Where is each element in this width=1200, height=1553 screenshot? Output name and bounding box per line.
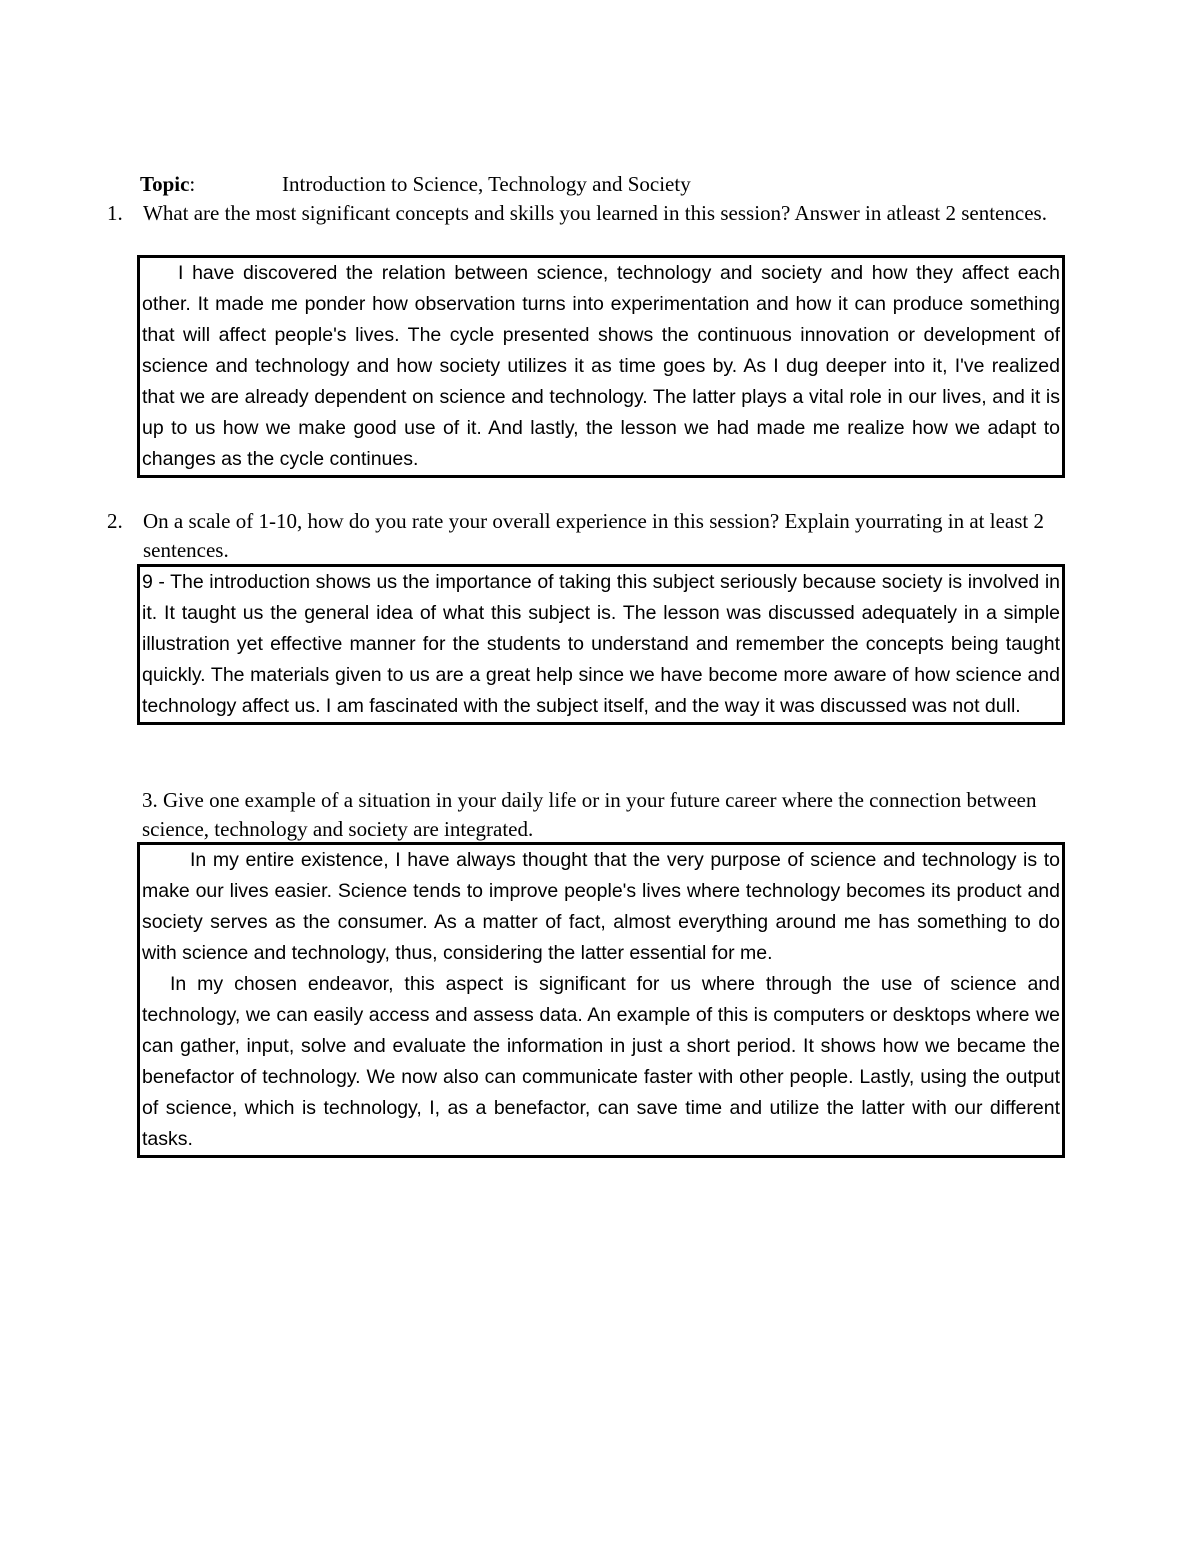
- question-text: What are the most significant concepts and skills you learned in this session? Answer in atleast 2 sentences.: [143, 201, 1047, 225]
- question-text: 3. Give one example of a situation in your daily life or in your future career where the connection between science, technology and society are integrated.: [142, 788, 1037, 841]
- topic-line: [140, 170, 1060, 199]
- topic-label: Topic:: [140, 172, 196, 196]
- answer-paragraph: 9 - The introduction shows us the importance of taking this subject seriously because society is involved in it. It taught us the general idea of what this subject is. The lesson was discussed adequately in a simple illustration yet effective manner for the students to understand and remember the concepts being taught quickly. The materials given to us are a great help since we have become more aware of how science and technology affect us. I am fascinated with the subject itself, and the way it was discussed was not dull.: [142, 571, 1060, 717]
- answer-paragraph: In my entire existence, I have always thought that the very purpose of science and technology is to make our lives easier. Science tends to improve people's lives where technology becomes its product and society serves as the consumer. As a matter of fact, almost everything around me has something to do with science and technology, thus, considering the latter essential for me.: [142, 849, 1060, 964]
- question-1: [107, 199, 1067, 228]
- question-text: On a scale of 1-10, how do you rate your overall experience in this session? Explain yourrating in at least 2 sentences.: [143, 509, 1044, 562]
- topic-value: Introduction to Science, Technology and Society: [282, 172, 691, 196]
- question-2: [107, 507, 1067, 565]
- question-number: 3.: [142, 788, 158, 812]
- answer-paragraph: In my chosen endeavor, this aspect is significant for us where through the use of science and technology, we can easily access and assess data. An example of this is computers or desktops where we can gather, input, solve and evaluate the information in just a short period. It shows how we became the benefactor of technology. We now also can communicate faster with other people. Lastly, using the output of science, which is technology, I, as a benefactor, can save time and utilize the latter with our different tasks.: [142, 973, 1060, 1150]
- question-number: 1.: [107, 201, 123, 225]
- question-number: 2.: [107, 509, 123, 533]
- answer-box-2: [137, 564, 1065, 725]
- answer-paragraph: I have discovered the relation between science, technology and society and how they affect each other. It made me ponder how observation turns into experimentation and how it can produce something that will affect people's lives. The cycle presented shows the continuous innovation or development of science and technology and how society utilizes it as time goes by. As I dug deeper into it, I've realized that we are already dependent on science and technology. The latter plays a vital role in our lives, and it is up to us how we make good use of it. And lastly, the lesson we had made me realize how we adapt to changes as the cycle continues.: [142, 262, 1060, 470]
- answer-box-1: [137, 255, 1065, 478]
- question-3: [107, 786, 1067, 844]
- answer-box-3: [137, 842, 1065, 1158]
